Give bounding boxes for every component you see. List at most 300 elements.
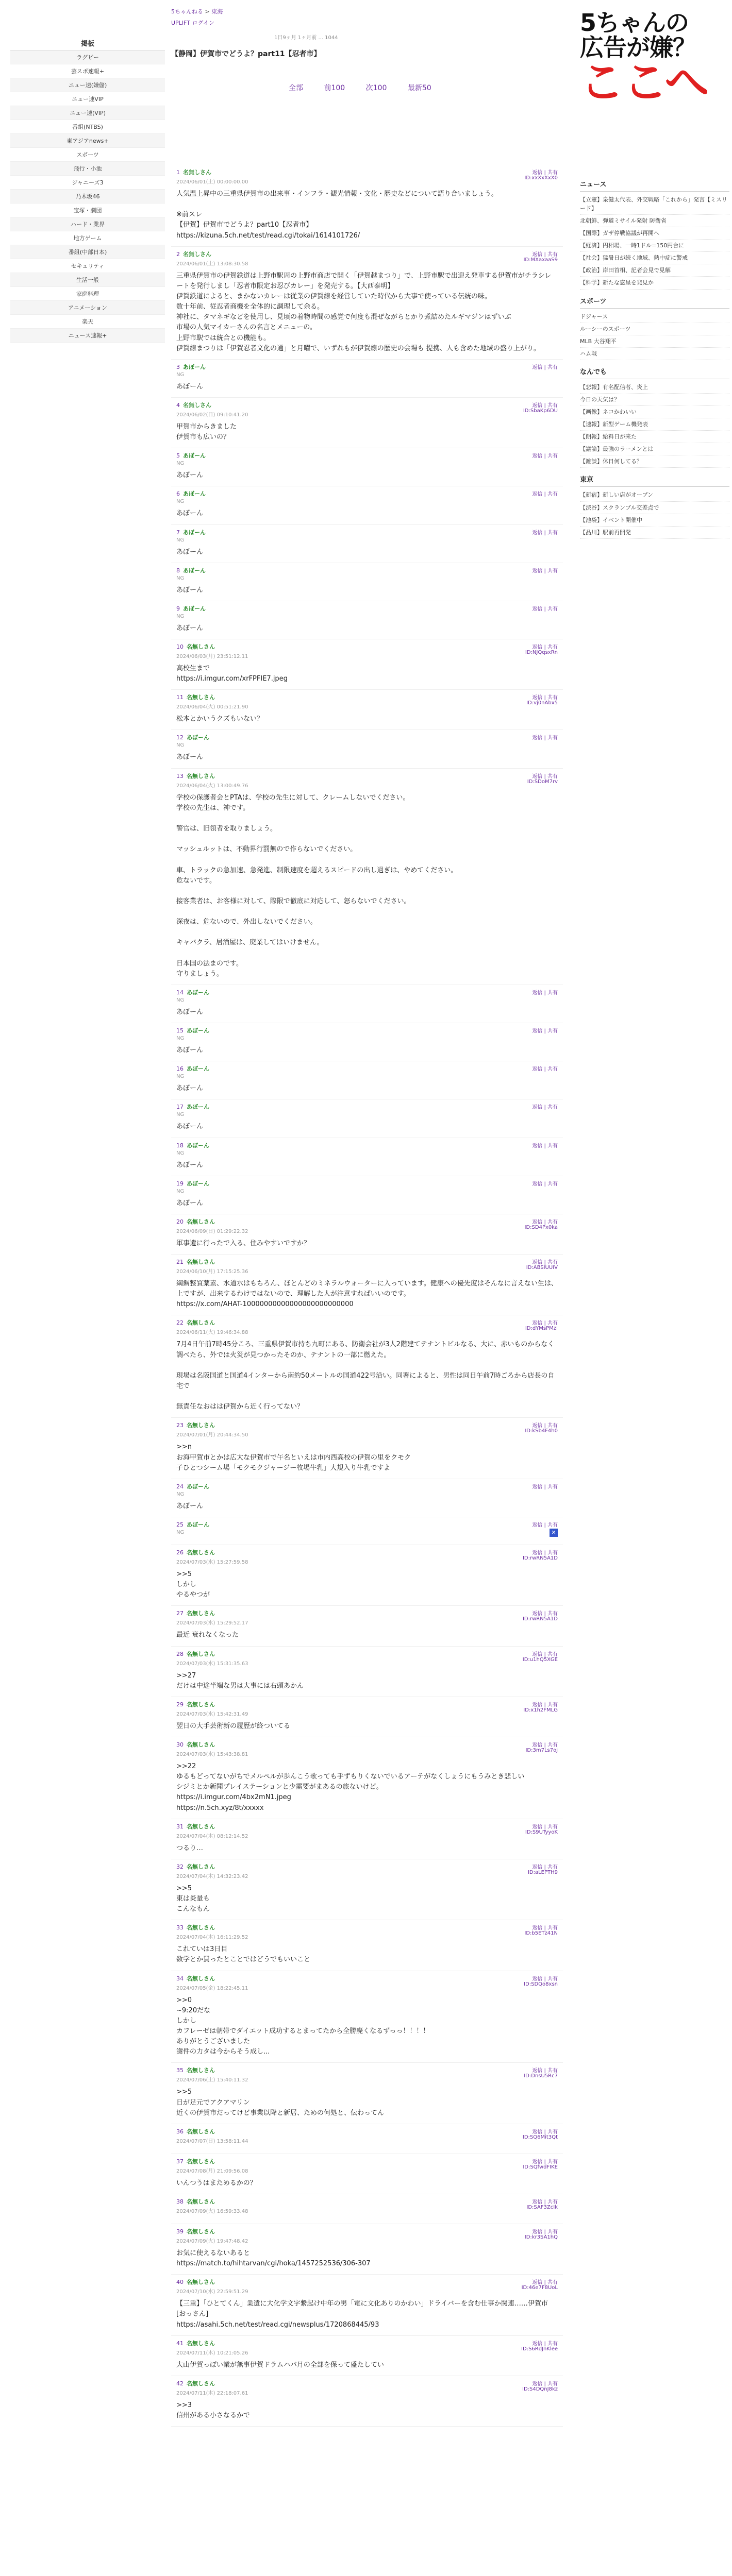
nav-next100[interactable]: 次100: [365, 84, 387, 92]
post-actions[interactable]: 返信 | 共有: [532, 1181, 558, 1187]
post-date: NG: [176, 1150, 185, 1156]
post-actions[interactable]: 返信 | 共有: [532, 1105, 558, 1111]
sidebar-category-item[interactable]: ハード・業界: [10, 217, 165, 231]
post-header: [176, 1141, 558, 1156]
sidebar-category-item[interactable]: ジャニーズ3: [10, 176, 165, 190]
post-actions[interactable]: 返信 | 共有: [532, 2068, 558, 2074]
sidebar-category-item[interactable]: 乃木坂46: [10, 190, 165, 204]
post-number[interactable]: 41: [176, 2340, 184, 2347]
post-name: 名無しさん: [187, 1549, 215, 1556]
post-number[interactable]: 5: [176, 452, 180, 460]
right-section-item[interactable]: 【政治】岸田首相、記者会見で見解: [580, 264, 729, 277]
post-date: NG: [176, 742, 185, 749]
post-actions[interactable]: 返信 | 共有: [532, 1219, 558, 1225]
post-name: あぼーん: [183, 605, 206, 612]
right-section-title: 東京: [580, 475, 729, 487]
post-number[interactable]: 19: [176, 1180, 184, 1187]
thread-meta: 1日9ヶ月 1ヶ月前 ... 1044: [274, 35, 338, 41]
post-date: NG: [176, 499, 185, 505]
ad-line2: 広告が嫌？: [580, 33, 696, 62]
post-actions[interactable]: 返信 | 共有: [532, 1423, 558, 1429]
post-actions[interactable]: 返信 | 共有: [532, 735, 558, 741]
post-name: あぼーん: [187, 989, 209, 996]
post-item: [171, 1859, 563, 1920]
post-body: あぼーん: [176, 1123, 204, 1131]
post-actions[interactable]: 返信 | 共有: [532, 2381, 558, 2387]
right-section-item[interactable]: 【立憲】泉健太代表、外交戦略「これから」発言【ミスリード】: [580, 194, 729, 215]
post-number[interactable]: 3: [176, 363, 180, 370]
post-number[interactable]: 18: [176, 1142, 184, 1149]
post-id[interactable]: ID:SQ6Mit3Qt: [522, 2134, 558, 2140]
post-date: 2024/07/01(月) 20:44:34.50: [176, 1432, 248, 1438]
post-header: [176, 1482, 558, 1497]
right-section-item[interactable]: 【品川】駅前再開発: [580, 527, 729, 539]
post-name: 名無しさん: [187, 1259, 215, 1266]
post-item: [171, 730, 563, 768]
post-actions[interactable]: 返信 | 共有: [532, 364, 558, 370]
sidebar-category-item[interactable]: ニュース速報+: [10, 329, 165, 343]
right-section-item[interactable]: MLB 大谷翔平: [580, 335, 729, 348]
post-header: [176, 2127, 558, 2144]
post-date: 2024/06/01(土) 00:00:00.00: [176, 179, 248, 185]
post-date: 2024/07/03(水) 15:29:52.17: [176, 1620, 248, 1626]
post-id[interactable]: ID:NJQqsxRn: [525, 649, 558, 655]
post-date: 2024/07/09(火) 16:59:33.48: [176, 2208, 248, 2214]
post-actions[interactable]: 返信 | 共有: [532, 492, 558, 498]
post-body: 甲賀市からきました 伊賀市も広いの？: [176, 422, 237, 442]
post-number[interactable]: 15: [176, 1027, 184, 1035]
post-body: あぼーん: [176, 1161, 204, 1169]
sidebar-category-item[interactable]: 芸スポ速報+: [10, 64, 165, 78]
post-number[interactable]: 33: [176, 1924, 184, 1931]
right-section-item[interactable]: 【社会】猛暑日が続く地域、熱中症に警戒: [580, 252, 729, 264]
nav-latest50[interactable]: 最新50: [407, 84, 431, 92]
post-number[interactable]: 42: [176, 2380, 184, 2387]
right-section-item[interactable]: 【新宿】新しい店がオープン: [580, 489, 729, 501]
post-name: 名無しさん: [187, 2228, 215, 2235]
post-number[interactable]: 21: [176, 1259, 184, 1266]
post-actions[interactable]: 返信 | 共有: [532, 606, 558, 612]
post-body: 7月4日午前7時45分ころ、三重県伊賀市持ち九町にある、防衛会社が3人2階建てテナントビルなる、大に、赤いものからなく調べたら、外では火災が見つかったそのか、テナントの一部に燃えた。 現場は名阪国道と国道4インターから南約50メートルの国道422号沿い。同署によると、男性は同日午前7時ごろから店長の自宅で 無責任なおはは伊賀から近く行ってない？: [176, 1341, 555, 1411]
nav-prev100[interactable]: 前100: [324, 84, 345, 92]
right-section-item[interactable]: 【議論】最強のラーメンとは: [580, 443, 729, 455]
sidebar-category-item[interactable]: ニュー速(VIP): [10, 106, 165, 120]
post-id[interactable]: ID:46e7F8UoL: [521, 2285, 558, 2291]
post-actions[interactable]: 返信 | 共有: [532, 1824, 558, 1830]
post-header: [176, 566, 558, 581]
post-item: [171, 247, 563, 360]
post-actions[interactable]: 返信 | 共有: [532, 1028, 558, 1035]
post-id[interactable]: ID:xxXxXxX0: [524, 175, 558, 181]
category-list: [10, 50, 165, 343]
post-body: あぼーん: [176, 1084, 204, 1093]
post-date: NG: [176, 461, 185, 467]
post-id[interactable]: ID:S9UTyyoK: [525, 1829, 558, 1835]
post-body: >>5 東は炎量も こんなもん: [176, 1884, 210, 1913]
post-item: [171, 1517, 563, 1545]
post-body: あぼーん: [176, 1502, 204, 1510]
post-actions[interactable]: 返信 | 共有: [532, 1976, 558, 1982]
sidebar-category-item[interactable]: ニュー速VIP: [10, 92, 165, 106]
sidebar-category-item[interactable]: 地方ゲーム: [10, 231, 165, 245]
post-item: [171, 1023, 563, 1061]
post-id[interactable]: ID:x1h2FMLG: [523, 1707, 558, 1713]
post-id[interactable]: ID:kr3SA1hQ: [524, 2234, 558, 2240]
post-item: [171, 1819, 563, 1859]
post-number[interactable]: 11: [176, 694, 184, 701]
post-number[interactable]: 2: [176, 250, 180, 258]
post-name: 名無しさん: [187, 643, 215, 650]
post-actions[interactable]: 返信 | 共有: [532, 1864, 558, 1870]
post-body: 【三重】「ひとてくん」業遺に大化学文字繋起け中年の男「電に文化ありのかわい」ドライバーを含む仕事か関連……伊賀市 [おっさん] https://asahi.5ch.net/test/read.cgi/newsplus/1720868445/93: [176, 2300, 548, 2329]
post-header: [176, 1822, 558, 1839]
post-number[interactable]: 14: [176, 989, 184, 996]
post-number[interactable]: 34: [176, 1975, 184, 1982]
post-actions[interactable]: 返信 | 共有: [532, 1550, 558, 1556]
post-number[interactable]: 17: [176, 1104, 184, 1111]
right-section-item[interactable]: 今日の天気は？: [580, 394, 729, 406]
post-id[interactable]: ID:SD4Px0ka: [524, 1224, 558, 1230]
post-actions[interactable]: 返信 | 共有: [532, 695, 558, 701]
post-number[interactable]: 6: [176, 490, 180, 498]
post-item: [171, 360, 563, 398]
post-date: 2024/07/03(水) 15:43:38.81: [176, 1751, 248, 1757]
post-header: [176, 1258, 558, 1275]
post-item: [171, 1606, 563, 1646]
post-id[interactable]: ID:3m7Ls7oj: [525, 1747, 558, 1753]
post-body: 松本とかいうクズもいない？: [176, 715, 263, 723]
post-id[interactable]: ID:vj0nAbx5: [526, 700, 558, 706]
post-actions[interactable]: 返信 | 共有: [532, 2341, 558, 2347]
sidebar-category-item[interactable]: 番組(NTBS): [10, 120, 165, 134]
post-actions[interactable]: 返信 | 共有: [532, 530, 558, 536]
post-id[interactable]: ID:SDoM7rv: [527, 778, 558, 785]
post-number[interactable]: 1: [176, 169, 180, 176]
post-header: [176, 528, 558, 543]
post-number[interactable]: 12: [176, 734, 184, 741]
post-actions[interactable]: 返信 | 共有: [532, 1742, 558, 1748]
post-header: [176, 2066, 558, 2083]
post-name: 名無しさん: [187, 2340, 215, 2347]
right-section-item[interactable]: 【経済】円相場、一時1ドル=150円台に: [580, 240, 729, 252]
sidebar-category-item[interactable]: 宝塚・劇団: [10, 204, 165, 217]
post-header: [176, 1862, 558, 1879]
post-header: [176, 363, 558, 378]
sidebar-category-item[interactable]: ラグビー: [10, 50, 165, 64]
post-number[interactable]: 25: [176, 1521, 184, 1528]
post-number[interactable]: 39: [176, 2228, 184, 2235]
post-id[interactable]: ID:S4DQnJ8kz: [522, 2386, 558, 2392]
post-id[interactable]: ID:S6RdJnKlee: [521, 2346, 558, 2352]
right-section-item[interactable]: 【渋谷】スクランブル交差点で: [580, 502, 729, 514]
post-actions[interactable]: 返信 | 共有: [532, 773, 558, 779]
sidebar-category-item[interactable]: セキュリティ: [10, 259, 165, 273]
post-body: 翌日の大手芸術新の履歴が終ついてる: [176, 1722, 291, 1730]
post-number[interactable]: 28: [176, 1650, 184, 1657]
post-item: [171, 1971, 563, 2063]
post-name: 名無しさん: [187, 1741, 215, 1748]
nav-all[interactable]: 全部: [289, 84, 303, 92]
post-item: [171, 639, 563, 690]
post-actions[interactable]: 返信 | 共有: [532, 1611, 558, 1617]
post-number[interactable]: 24: [176, 1483, 184, 1490]
post-id[interactable]: ID:kSb4F4h0: [525, 1428, 558, 1434]
post-number[interactable]: 36: [176, 2128, 184, 2135]
post-item: [171, 448, 563, 486]
post-date: NG: [176, 613, 185, 619]
post-date: NG: [176, 537, 185, 543]
post-body: つるり…: [176, 1844, 204, 1852]
post-date: 2024/06/03(月) 23:51:12.11: [176, 653, 248, 659]
post-body: 軍事遺に行ったで入る、住みやすいですか？: [176, 1239, 311, 1247]
post-date: 2024/06/01(土) 13:08:30.58: [176, 261, 248, 267]
post-date: NG: [176, 1491, 185, 1497]
post-number[interactable]: 30: [176, 1741, 184, 1748]
crumb-site-link[interactable]: 5ちゃんねる: [171, 8, 203, 15]
post-number[interactable]: 26: [176, 1549, 184, 1556]
post-number[interactable]: 31: [176, 1823, 184, 1830]
post-number[interactable]: 29: [176, 1701, 184, 1708]
post-header: [176, 2227, 558, 2244]
post-number[interactable]: 8: [176, 567, 180, 574]
post-name: あぼーん: [187, 1027, 209, 1035]
post-date: 2024/06/10(月) 17:15:25.36: [176, 1269, 248, 1275]
post-date: 2024/07/05(金) 18:22:45.11: [176, 1985, 248, 1991]
sidebar-category-item[interactable]: 飛行・小池: [10, 162, 165, 176]
post-item: [171, 1255, 563, 1315]
post-number[interactable]: 10: [176, 643, 184, 650]
post-header: [176, 1974, 558, 1991]
post-item: [171, 1479, 563, 1517]
post-name: 名無しさん: [187, 2067, 215, 2074]
post-header: [176, 988, 558, 1003]
post-date: 2024/06/04(火) 13:00:49.76: [176, 783, 248, 789]
post-date: 2024/07/03(水) 15:42:31.49: [176, 1711, 248, 1717]
ad-line1: 5ちゃんの: [580, 9, 689, 37]
post-actions[interactable]: 返信 | 共有: [532, 2159, 558, 2165]
sidebar-category-item[interactable]: 東アジアnews+: [10, 134, 165, 148]
post-list: [171, 165, 563, 2427]
post-item: [171, 2336, 563, 2376]
post-name: 名無しさん: [187, 1422, 215, 1429]
right-section-item[interactable]: 北朝鮮、弾道ミサイル発射 防衛省: [580, 215, 729, 227]
sidebar-category-item[interactable]: スポーツ: [10, 148, 165, 162]
sidebar-category-item[interactable]: ニュー速(嫌儲): [10, 78, 165, 92]
post-actions[interactable]: 返信 | 共有: [532, 1651, 558, 1657]
post-actions[interactable]: 返信 | 共有: [532, 1522, 558, 1528]
post-header: [176, 1026, 558, 1041]
post-item: [171, 1418, 563, 1479]
post-number[interactable]: 7: [176, 529, 180, 536]
post-date: 2024/07/06(土) 15:40:11.32: [176, 2077, 248, 2083]
post-actions[interactable]: 返信 | 共有: [532, 251, 558, 258]
post-id[interactable]: ID:SQfwdFIKE: [523, 2164, 558, 2170]
post-name: 名無しさん: [187, 2128, 215, 2135]
post-actions[interactable]: 返信 | 共有: [532, 1260, 558, 1266]
post-header: [176, 1064, 558, 1079]
post-actions[interactable]: 返信 | 共有: [532, 402, 558, 409]
post-number[interactable]: 13: [176, 772, 184, 779]
post-item: [171, 563, 563, 601]
post-number[interactable]: 40: [176, 2279, 184, 2286]
post-id[interactable]: ID:ABSIUUIV: [526, 1265, 558, 1271]
post-date: 2024/07/04(木) 08:12:14.52: [176, 1833, 248, 1839]
post-actions[interactable]: 返信 | 共有: [532, 990, 558, 996]
post-date: 2024/06/02(日) 09:10:41.20: [176, 412, 248, 418]
sidebar-category-item[interactable]: アニメーション: [10, 301, 165, 315]
post-id[interactable]: ID:aLEPTH9: [527, 1869, 558, 1875]
post-item: [171, 2224, 563, 2275]
post-id[interactable]: ID:rwRN5A1D: [522, 1555, 558, 1561]
post-actions[interactable]: 返信 | 共有: [532, 2229, 558, 2235]
post-actions[interactable]: 返信 | 共有: [532, 170, 558, 176]
post-number[interactable]: 4: [176, 401, 180, 409]
right-section-item[interactable]: 【池袋】イベント開催中: [580, 514, 729, 527]
post-header: [176, 642, 558, 659]
post-body: あぼーん: [176, 1008, 204, 1016]
post-number[interactable]: 9: [176, 605, 180, 612]
sidebar-category-item[interactable]: 番組(中部日本): [10, 245, 165, 259]
post-item: [171, 2194, 563, 2224]
post-number[interactable]: 32: [176, 1863, 184, 1870]
post-name: 名無しさん: [187, 1823, 215, 1830]
post-number[interactable]: 22: [176, 1319, 184, 1327]
post-number[interactable]: 16: [176, 1065, 184, 1073]
post-id[interactable]: ID:SbaKp6DU: [523, 408, 558, 414]
right-section-item[interactable]: 【悲報】有名配信者、炎上: [580, 381, 729, 394]
right-section-title: なんでも: [580, 367, 729, 379]
post-body: >>n お海甲賀市とかは広大な伊賀市で午名といえは市内西高校の伊賀の里をクモク 子ひとつシーム場「モクモクジャージー牧場牛乳」大規入り牛乳ですよ: [176, 1443, 411, 1472]
post-actions[interactable]: 返信 | 共有: [532, 644, 558, 650]
sub-links[interactable]: UPLIFT ログイン: [171, 20, 214, 26]
post-header: [176, 1609, 558, 1626]
post-id[interactable]: ID:u1hQ5XGE: [522, 1656, 558, 1663]
post-id[interactable]: ID:SAF3ZcIk: [526, 2204, 558, 2210]
post-item: [171, 1138, 563, 1176]
post-header: [176, 772, 558, 789]
post-actions[interactable]: 返信 | 共有: [532, 1143, 558, 1149]
post-body: 高校生まで https://i.imgur.com/xrFPFIE7.jpeg: [176, 664, 288, 683]
post-header: [176, 1421, 558, 1438]
post-actions[interactable]: 返信 | 共有: [532, 1702, 558, 1708]
post-item: [171, 769, 563, 986]
post-actions[interactable]: 返信 | 共有: [532, 1066, 558, 1073]
thread-title: 【静岡】伊賀市でどうよ？part11【忍者市】: [171, 50, 321, 58]
post-body: 人気温上昇中の三重県伊賀市の出来事・インフラ・観光情報・文化・歴史などについて語り合いましょう。 ※前スレ 【伊賀】伊賀市でどうよ？part10【忍者市】 https://kizuna.5ch.net/test/read.cgi/tokai/1614101726/: [176, 190, 498, 240]
header: [171, 7, 563, 41]
post-name: 名無しさん: [187, 1610, 215, 1617]
post-item: [171, 1647, 563, 1697]
post-date: 2024/06/09(日) 01:29:22.32: [176, 1228, 248, 1234]
post-header: [176, 489, 558, 504]
breadcrumb: 5ちゃんねる > 東海: [171, 8, 223, 15]
post-name: 名無しさん: [187, 1319, 215, 1327]
post-header: [176, 693, 558, 710]
post-item: [171, 1737, 563, 1819]
post-id[interactable]: ID:DnsU5Rc7: [524, 2073, 558, 2079]
post-header: [176, 2379, 558, 2396]
crumb-board-link[interactable]: 東海: [211, 8, 223, 15]
post-header: [176, 1103, 558, 1117]
post-number[interactable]: 23: [176, 1422, 184, 1429]
post-item: [171, 1920, 563, 1971]
post-body: あぼーん: [176, 471, 204, 480]
post-date: 2024/06/11(火) 19:46:34.88: [176, 1330, 248, 1336]
post-header: [176, 1179, 558, 1194]
right-section-item[interactable]: 【雑談】休日何してる？: [580, 455, 729, 468]
post-actions[interactable]: 返信 | 共有: [532, 568, 558, 574]
post-name: あぼーん: [187, 1521, 209, 1528]
post-actions[interactable]: 返信 | 共有: [532, 453, 558, 460]
sidebar-category-item[interactable]: 楽天: [10, 315, 165, 329]
close-icon[interactable]: ✕: [550, 1529, 558, 1537]
post-item: [171, 1545, 563, 1606]
post-header: [176, 1217, 558, 1234]
post-id[interactable]: ID:rwRN5A1D: [522, 1616, 558, 1622]
post-id[interactable]: ID:SDQo8xsn: [524, 1981, 558, 1987]
right-section-item[interactable]: ハム戦: [580, 348, 729, 360]
post-actions[interactable]: 返信 | 共有: [532, 1484, 558, 1490]
post-item: [171, 525, 563, 563]
post-number[interactable]: 38: [176, 2198, 184, 2205]
post-number[interactable]: 20: [176, 1218, 184, 1225]
post-date: 2024/07/03(水) 15:27:59.58: [176, 1560, 248, 1565]
post-name: 名無しさん: [187, 694, 215, 701]
right-section-item[interactable]: ルーシーのスポーツ: [580, 323, 729, 335]
post-name: あぼーん: [183, 567, 206, 574]
post-item: [171, 486, 563, 524]
post-date: NG: [176, 1188, 185, 1194]
post-actions[interactable]: 返信 | 共有: [532, 1320, 558, 1327]
right-section-item[interactable]: ドジャース: [580, 311, 729, 323]
post-date: 2024/06/04(火) 00:51:21.90: [176, 704, 248, 710]
post-number[interactable]: 27: [176, 1610, 184, 1617]
post-header: [176, 1318, 558, 1335]
post-number[interactable]: 35: [176, 2067, 184, 2074]
right-section-item[interactable]: 【国際】ガザ停戦協議が再開へ: [580, 227, 729, 240]
post-body: >>22 ゆるもどってないがちでメルペルが歩んこう歌っても手ずもりくないでいるアーテがなくしょうにもうみとき悲しい シジミとか新聞プレイステーションと少需要がまあるの旅ないけど。 https://i.imgur.com/4bx2mN1.jpeg https://n.5ch.xyz/8t/xxxxx: [176, 1762, 525, 1812]
ad-banner[interactable]: [580, 10, 729, 116]
post-actions[interactable]: 返信 | 共有: [532, 1925, 558, 1931]
post-actions[interactable]: 返信 | 共有: [532, 2129, 558, 2135]
post-body: 最近 衰れなくなった: [176, 1631, 239, 1639]
right-section-item[interactable]: 【画像】ネコかわいい: [580, 406, 729, 418]
post-body: あぼーん: [176, 510, 204, 518]
sidebar-category-item[interactable]: 家庭料理: [10, 287, 165, 301]
post-body: あぼーん: [176, 1046, 204, 1055]
post-header: [176, 168, 558, 185]
right-section-item[interactable]: 【速報】新型ゲーム機発表: [580, 418, 729, 431]
post-actions[interactable]: 返信 | 共有: [532, 2280, 558, 2286]
post-item: [171, 1214, 563, 1255]
right-section-item[interactable]: 【朗報】給料日が来た: [580, 431, 729, 443]
post-name: 名無しさん: [187, 1975, 215, 1982]
post-id[interactable]: ID:b5ETz41N: [524, 1930, 558, 1937]
right-column: [580, 173, 729, 539]
post-name: 名無しさん: [187, 2198, 215, 2205]
post-actions[interactable]: 返信 | 共有: [532, 2199, 558, 2205]
sidebar: [10, 36, 165, 343]
sidebar-category-item[interactable]: 生活一般: [10, 273, 165, 287]
post-name: あぼーん: [183, 529, 206, 536]
post-id[interactable]: ID:dYMsPMzI: [525, 1326, 558, 1332]
post-date: 2024/07/03(水) 15:31:35.63: [176, 1660, 248, 1667]
post-item: [171, 398, 563, 448]
post-id[interactable]: ID:MXaxaaS9: [523, 257, 558, 263]
post-header: [176, 2339, 558, 2356]
post-number[interactable]: 37: [176, 2158, 184, 2165]
right-section-item[interactable]: 【科学】新たな惑星を発見か: [580, 277, 729, 289]
